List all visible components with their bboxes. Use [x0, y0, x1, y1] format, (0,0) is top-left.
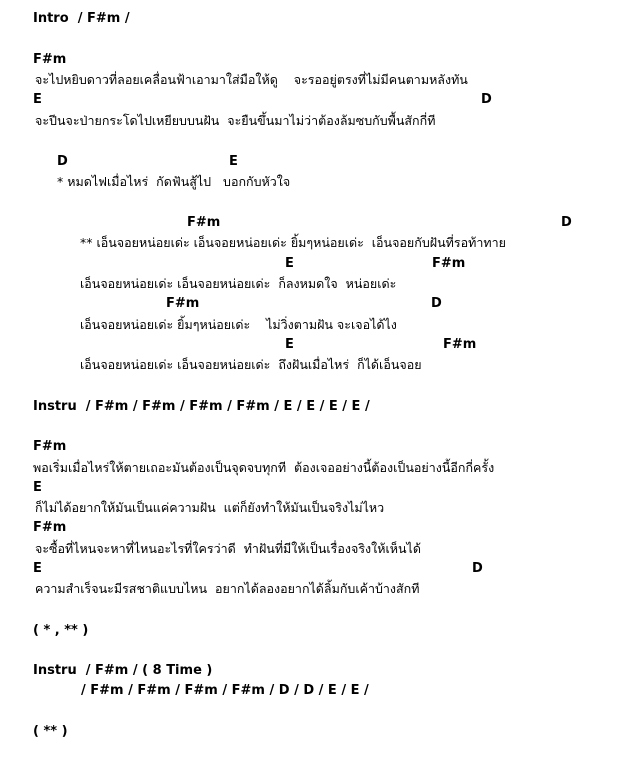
chord: F#m	[443, 337, 477, 352]
lyric-line: ความสำเร็จนะมีรสชาติแบบไหน อยากได้ลองอยากได้ลิ้มกับเค้าบ้างสักที	[35, 581, 420, 596]
chord: E	[285, 256, 294, 271]
chord: D	[431, 296, 442, 311]
chord: D	[481, 92, 492, 107]
lyric-line: พอเริ่มเมื่อไหร่ให้ตายเถอะมันต้องเป็นจุดจบทุกที ต้องเจออย่างนี้ต้องเป็นอย่างนี้อีกกี่ครั้ง	[33, 460, 495, 475]
chord: E	[229, 154, 238, 169]
chord: F#m	[187, 215, 221, 230]
chord: E	[33, 561, 42, 576]
lyric-line: จะซื้อที่ไหนจะหาที่ไหนอะไรที่ใครว่าดี ทำฝันที่มีให้เป็นเรื่องจริงให้เห็นได้	[35, 541, 421, 556]
lyric-line: เอ็นจอยหน่อยเด่ะ เอ็นจอยหน่อยเด่ะ ก็ลงหมดใจ หน่อยเด่ะ	[80, 276, 397, 291]
chord: D	[472, 561, 483, 576]
lyric-line: * หมดไฟเมื่อไหร่ กัดฟันสู้ไป บอกกับหัวใจ	[57, 174, 291, 189]
chord: F#m	[432, 256, 466, 271]
lyric-line: เอ็นจอยหน่อยเด่ะ เอ็นจอยหน่อยเด่ะ ถึงฝันเมื่อไหร่ ก็ได้เอ็นจอย	[80, 357, 422, 372]
lyric-line: ** เอ็นจอยหน่อยเด่ะ เอ็นจอยหน่อยเด่ะ ยิ้มๆหน่อยเด่ะ เอ็นจอยกับฝันที่รอท้าทาย	[80, 235, 506, 250]
repeat-marker: ( ** )	[33, 724, 68, 739]
repeat-marker: ( * , ** )	[33, 623, 89, 638]
chord-line: E	[33, 480, 42, 495]
chord: F#m	[166, 296, 200, 311]
instrumental-line: Instru / F#m / ( 8 Time )	[33, 663, 213, 678]
chord: E	[285, 337, 294, 352]
chord: E	[33, 92, 42, 107]
chord: D	[57, 154, 68, 169]
lyric-line: ก็ไม่ได้อยากให้มันเป็นแค่ความฝัน แต่ก็ยังทำให้มันเป็นจริงไม่ไหว	[35, 500, 385, 515]
lyric-line: จะไปหยิบดาวที่ลอยเคลื่อนฟ้าเอามาใส่มือให้ดู จะรออยู่ตรงที่ไม่มีคนตามหลังทัน	[35, 72, 468, 87]
lyric-line: จะปีนจะป่ายกระโดไปเหยียบบนฝัน จะยืนขึ้นมาไม่ว่าต้องล้มซบกับพื้นสักกี่ที	[35, 113, 436, 128]
chord-line: F#m	[33, 439, 67, 454]
intro-line: Intro / F#m /	[33, 11, 130, 26]
chord-line: F#m	[33, 520, 67, 535]
instrumental-line: Instru / F#m / F#m / F#m / F#m / E / E / E / E /	[33, 399, 370, 414]
chord-line: F#m	[33, 52, 67, 67]
lyric-line: เอ็นจอยหน่อยเด่ะ ยิ้มๆหน่อยเด่ะ ไม่วิ่งตามฝัน จะเจอได้ไง	[80, 317, 397, 332]
instrumental-line: / F#m / F#m / F#m / F#m / D / D / E / E /	[81, 683, 369, 698]
chord: D	[561, 215, 572, 230]
